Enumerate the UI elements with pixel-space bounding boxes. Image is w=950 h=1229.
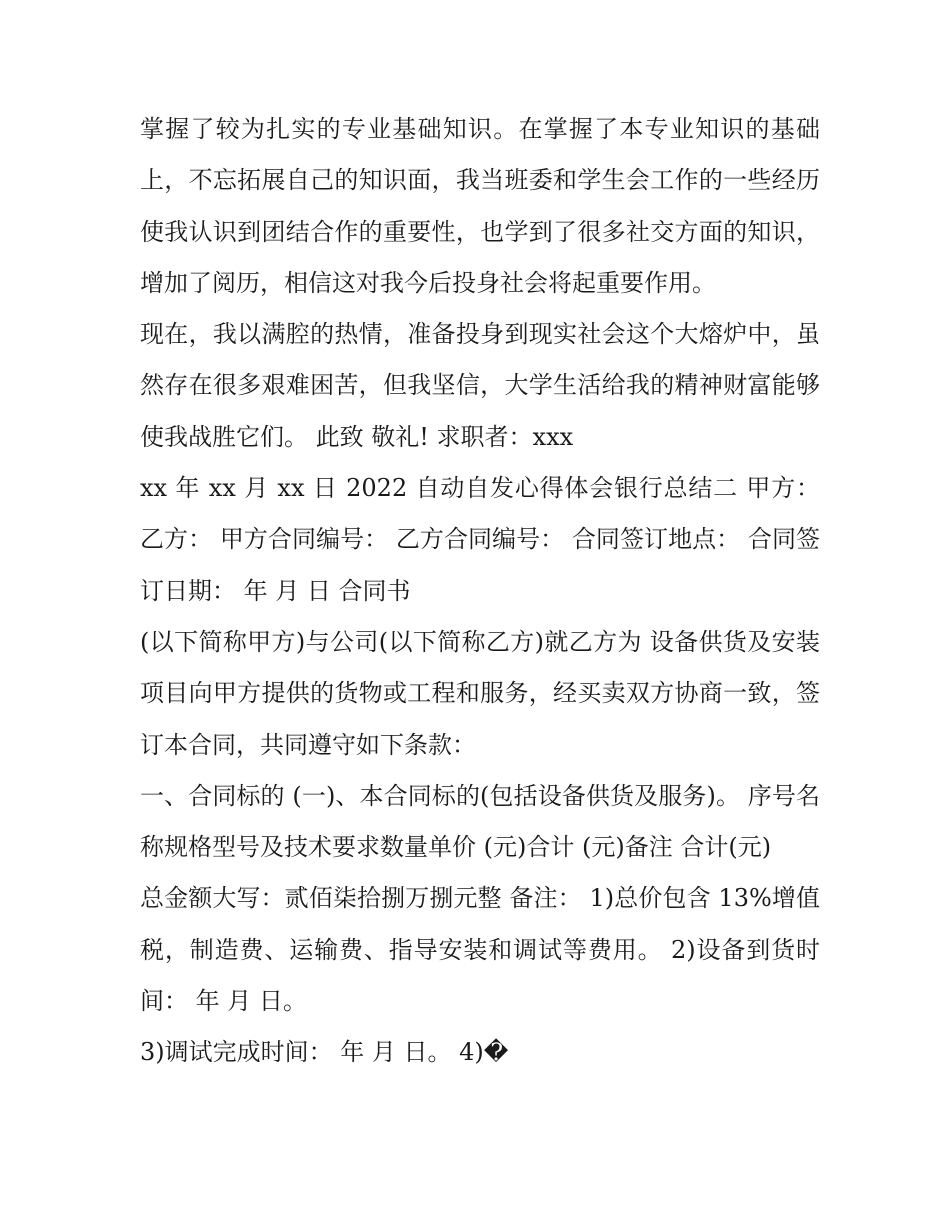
paragraph-2: 现在，我以满腔的热情，准备投身到现实社会这个大熔炉中，虽然存在很多艰难困苦，但我坚信，大学生活给我的精神财富能够使我战胜它们。 此致 敬礼! 求职者：xxx [140,320,820,451]
paragraph-7: 3)调试完成时间： 年 月 日。 4)� [140,1038,509,1067]
paragraph-1: 掌握了较为扎实的专业基础知识。在掌握了本专业知识的基础上，不忘拓展自己的知识面，我当班委和学生会工作的一些经历使我认识到团结合作的重要性，也学到了很多社交方面的知识，增加了阅历，相信这对我今后投身社会将起重要作用。 [140,115,820,297]
paragraph-6: 总金额大写：贰佰柒拾捌万捌元整 备注： 1)总价包含 13%增值税，制造费、运输费、指导安装和调试等费用。 2)设备到货时间： 年 月 日。 [140,884,820,1016]
paragraph-3: xx 年 xx 月 xx 日 2022 自动自发心得体会银行总结二 甲方： 乙方： 甲方合同编号： 乙方合同编号： 合同签订地点： 合同签订日期： 年 月 日 合同书 [140,474,820,605]
paragraph-4: (以下简称甲方)与公司(以下简称乙方)就乙方为 设备供货及安装项目向甲方提供的货物或工程和服务，经买卖双方协商一致，签订本合同，共同遵守如下条款： [140,627,820,759]
document-body [140,104,820,1079]
paragraph-5: 一、合同标的 (一)、本合同标的(包括设备供货及服务)。 序号名 称规格型号及技术要求数量单价 (元)合计 (元)备注 合计(元) [140,781,820,862]
